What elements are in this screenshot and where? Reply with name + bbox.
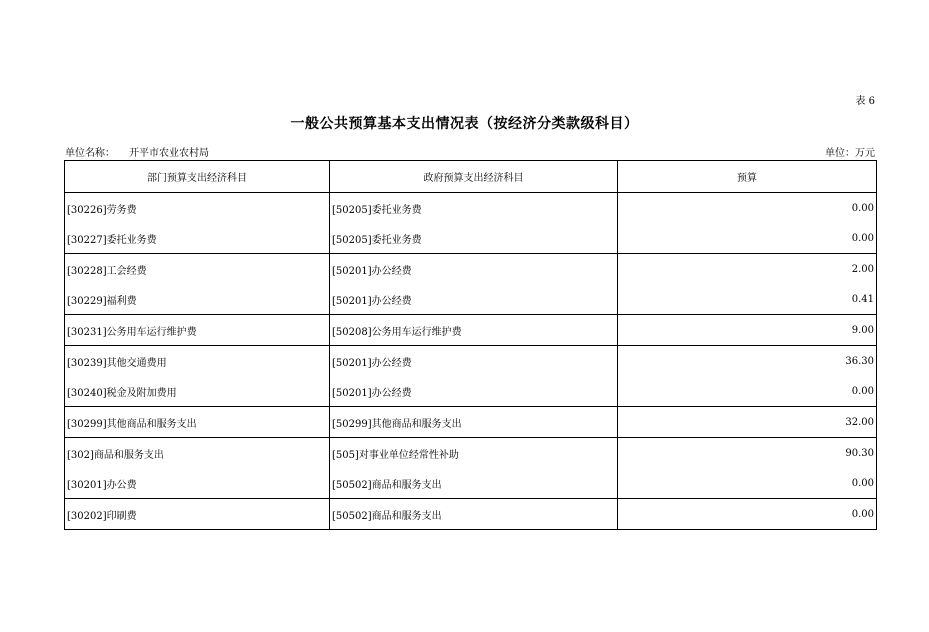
cell-dept: [30228]工会经费: [65, 254, 330, 285]
cell-amount: 0.00: [618, 193, 877, 224]
cell-dept: [30202]印刷费: [65, 499, 330, 530]
table-row: [65, 284, 877, 315]
table-row: [65, 193, 877, 224]
unit-name: [65, 144, 209, 159]
table-row: [65, 223, 877, 254]
cell-amount: 9.00: [618, 315, 877, 346]
cell-gov: [50201]办公经费: [330, 346, 618, 377]
cell-amount: 36.30: [618, 346, 877, 377]
cell-gov: [50201]办公经费: [330, 284, 618, 315]
table-row: [65, 315, 877, 346]
table-row: [65, 468, 877, 499]
table-row: [65, 407, 877, 438]
cell-dept: [30227]委托业务费: [65, 223, 330, 254]
table-row: [65, 499, 877, 530]
column-header-gov: 政府预算支出经济科目: [330, 161, 618, 193]
cell-amount: 0.00: [618, 376, 877, 407]
cell-gov: [50205]委托业务费: [330, 223, 618, 254]
page-title: 一般公共预算基本支出情况表（按经济分类款级科目）: [290, 116, 639, 132]
cell-amount: 90.30: [618, 438, 877, 469]
unit-name-value: 开平市农业农村局: [129, 148, 209, 159]
cell-dept: [30299]其他商品和服务支出: [65, 407, 330, 438]
column-header-dept: 部门预算支出经济科目: [65, 161, 330, 193]
cell-gov: [50208]公务用车运行维护费: [330, 315, 618, 346]
column-header-amount: 预算: [618, 161, 877, 193]
table-number: 表 6: [855, 96, 875, 107]
cell-dept: [30239]其他交通费用: [65, 346, 330, 377]
cell-gov: [50205]委托业务费: [330, 193, 618, 224]
budget-table: [64, 160, 877, 530]
cell-dept: [30201]办公费: [65, 468, 330, 499]
cell-dept: [30231]公务用车运行维护费: [65, 315, 330, 346]
cell-amount: 0.00: [618, 468, 877, 499]
cell-gov: [505]对事业单位经常性补助: [330, 438, 618, 469]
cell-gov: [50502]商品和服务支出: [330, 468, 618, 499]
cell-gov: [50201]办公经费: [330, 254, 618, 285]
table-header-row: [65, 161, 877, 193]
table-row: [65, 346, 877, 377]
table-row: [65, 254, 877, 285]
table-row: [65, 376, 877, 407]
unit-name-label: 单位名称：: [65, 148, 115, 159]
currency-unit: 单位：万元: [825, 148, 875, 159]
cell-amount: 0.00: [618, 223, 877, 254]
cell-dept: [302]商品和服务支出: [65, 438, 330, 469]
cell-dept: [30226]劳务费: [65, 193, 330, 224]
cell-amount: 0.41: [618, 284, 877, 315]
cell-gov: [50201]办公经费: [330, 376, 618, 407]
cell-amount: 0.00: [618, 499, 877, 530]
table-row: [65, 438, 877, 469]
cell-amount: 32.00: [618, 407, 877, 438]
cell-gov: [50299]其他商品和服务支出: [330, 407, 618, 438]
cell-dept: [30229]福利费: [65, 284, 330, 315]
cell-amount: 2.00: [618, 254, 877, 285]
cell-dept: [30240]税金及附加费用: [65, 376, 330, 407]
cell-gov: [50502]商品和服务支出: [330, 499, 618, 530]
